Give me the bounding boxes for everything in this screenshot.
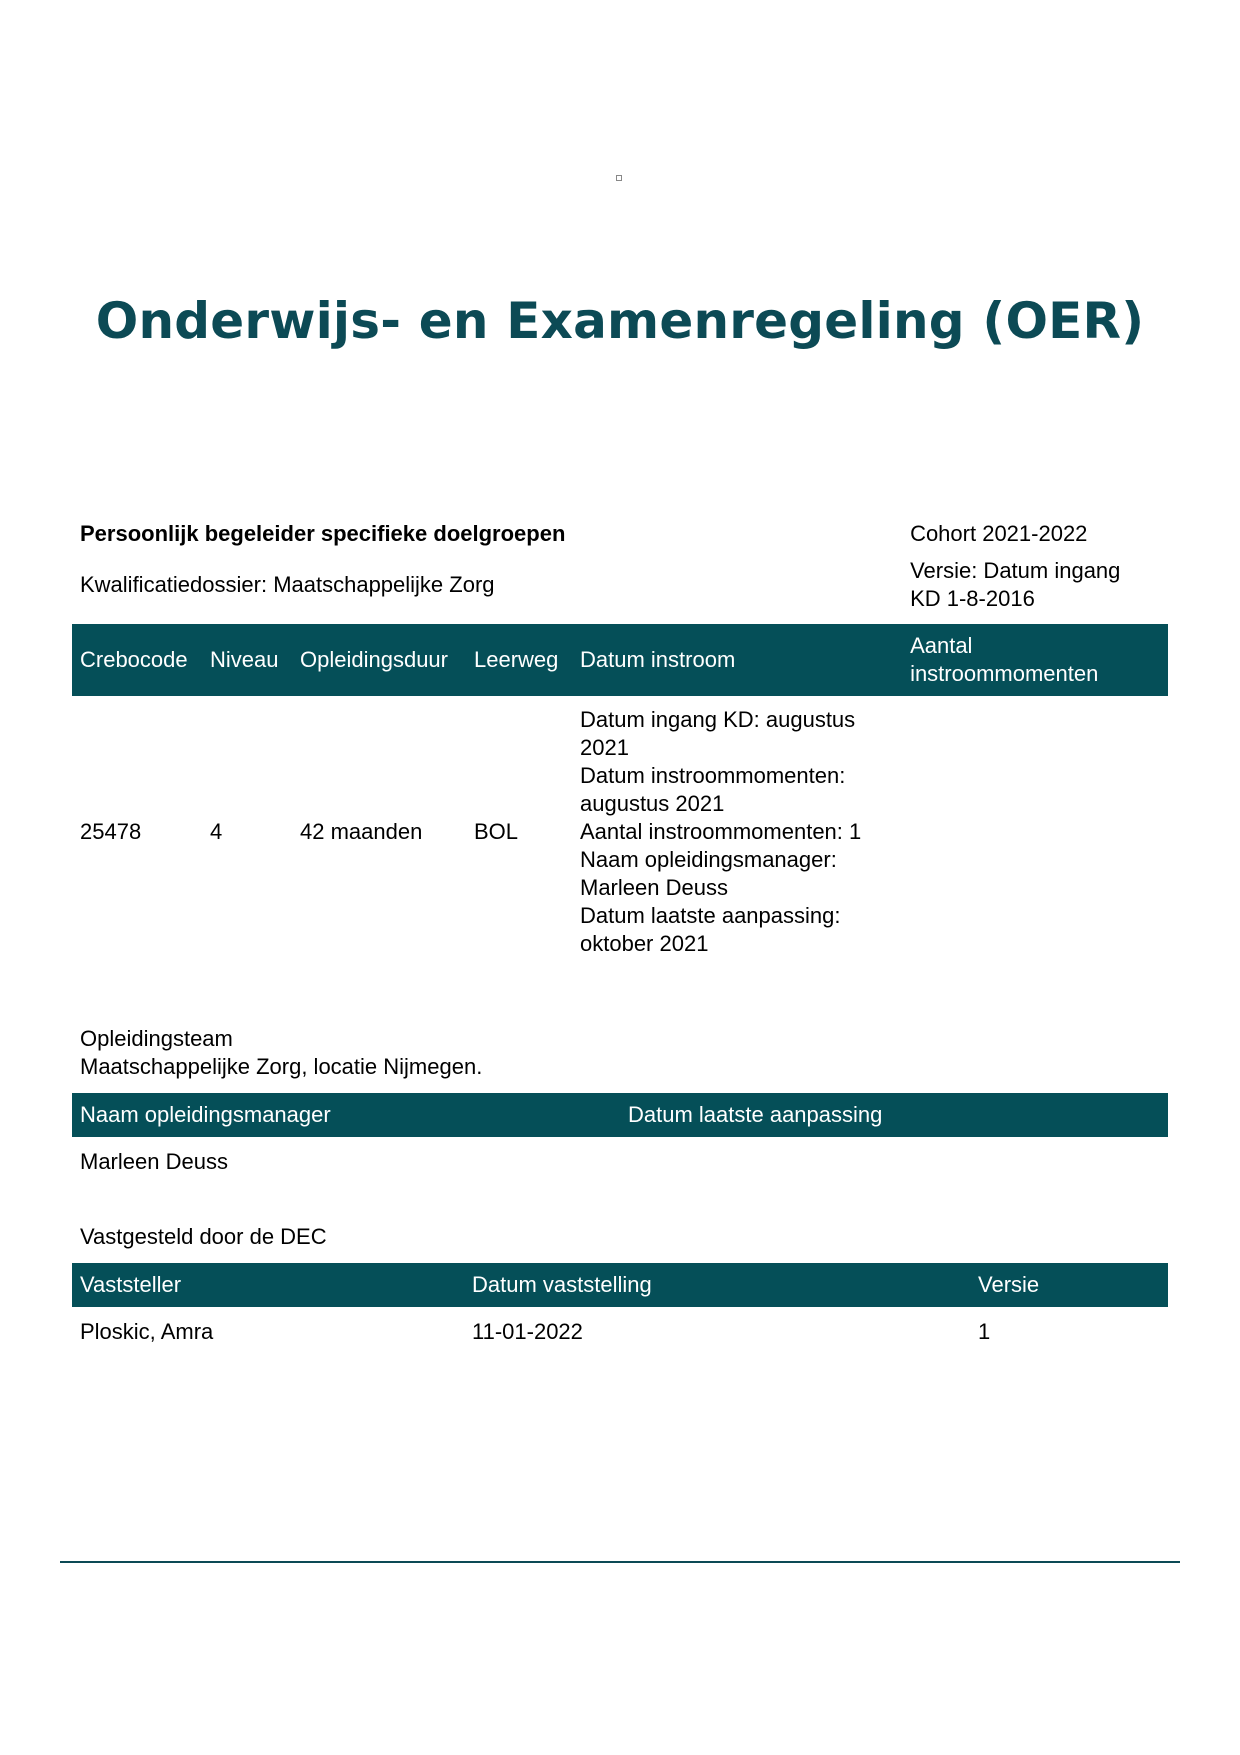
instroom-line: 2021 bbox=[580, 735, 629, 760]
footer-divider bbox=[60, 1561, 1180, 1563]
instroom-line: Naam opleidingsmanager: bbox=[580, 847, 837, 872]
instroom-line: oktober 2021 bbox=[580, 931, 709, 956]
header-aantal-line-1: Aantal bbox=[910, 633, 973, 658]
program-name: Persoonlijk begeleider specifieke doelgroepen bbox=[80, 521, 566, 546]
cell-aantal-instroommomenten bbox=[902, 696, 1168, 968]
version-info bbox=[902, 554, 1168, 616]
instroom-line: Datum laatste aanpassing: bbox=[580, 903, 841, 928]
instroom-line: Datum ingang KD: augustus bbox=[580, 707, 856, 732]
header-leerweg: Leerweg bbox=[466, 624, 572, 696]
cell-datum-vaststelling: 11-01-2022 bbox=[472, 1319, 583, 1344]
table-row bbox=[72, 1307, 1168, 1357]
dec-label: Vastgesteld door de DEC bbox=[80, 1224, 327, 1249]
header-crebocode: Crebocode bbox=[72, 624, 202, 696]
spacer bbox=[72, 616, 1168, 624]
table-row bbox=[72, 696, 1168, 968]
cell-manager-name: Marleen Deuss bbox=[80, 1149, 228, 1174]
header-datum-instroom: Datum instroom bbox=[572, 624, 902, 696]
header-versie: Versie bbox=[970, 1263, 1168, 1307]
team-line-2: Maatschappelijke Zorg, locatie Nijmegen. bbox=[80, 1054, 483, 1079]
dec-table bbox=[72, 1263, 1168, 1357]
qualification-dossier: Kwalificatiedossier: Maatschappelijke Zorg bbox=[80, 572, 495, 597]
header-datum-laatste-aanpassing: Datum laatste aanpassing bbox=[620, 1093, 1168, 1137]
version-line-2: KD 1-8-2016 bbox=[910, 586, 1035, 611]
program-info-block bbox=[72, 514, 1168, 968]
cell-last-modified bbox=[620, 1137, 1168, 1187]
page-marker bbox=[616, 175, 622, 181]
instroom-line: augustus 2021 bbox=[580, 791, 725, 816]
header-naam-opleidingsmanager: Naam opleidingsmanager bbox=[72, 1093, 620, 1137]
cell-versie: 1 bbox=[978, 1319, 991, 1344]
instroom-line: Marleen Deuss bbox=[580, 875, 728, 900]
header-opleidingsduur: Opleidingsduur bbox=[292, 624, 466, 696]
program-table bbox=[72, 514, 1168, 968]
header-vaststeller: Vaststeller bbox=[72, 1263, 464, 1307]
cell-vaststeller: Ploskic, Amra bbox=[80, 1319, 214, 1344]
cell-niveau: 4 bbox=[210, 819, 223, 844]
cell-crebocode: 25478 bbox=[80, 819, 142, 844]
table-header-row bbox=[72, 1093, 1168, 1137]
instroom-line: Aantal instroommomenten: 1 bbox=[580, 819, 862, 844]
table-header-row bbox=[72, 1263, 1168, 1307]
cell-opleidingsduur: 42 maanden bbox=[300, 819, 423, 844]
table-row bbox=[72, 1137, 1168, 1187]
header-datum-vaststelling: Datum vaststelling bbox=[464, 1263, 970, 1307]
cell-leerweg: BOL bbox=[474, 819, 519, 844]
header-aantal-instroommomenten bbox=[902, 624, 1168, 696]
table-header-row bbox=[72, 624, 1168, 696]
manager-block bbox=[72, 1093, 1168, 1187]
dec-block bbox=[72, 1263, 1168, 1357]
dec-label-block bbox=[72, 1223, 1168, 1251]
manager-table bbox=[72, 1093, 1168, 1187]
cell-datum-instroom bbox=[572, 696, 902, 968]
team-block bbox=[72, 1025, 1168, 1081]
header-niveau: Niveau bbox=[202, 624, 292, 696]
document-title: Onderwijs- en Examenregeling (OER) bbox=[95, 291, 1145, 350]
team-line-1: Opleidingsteam bbox=[80, 1026, 233, 1051]
instroom-line: Datum instroommomenten: bbox=[580, 763, 846, 788]
cohort: Cohort 2021-2022 bbox=[910, 521, 1088, 546]
header-aantal-line-2: instroommomenten bbox=[910, 661, 1099, 686]
version-line-1: Versie: Datum ingang bbox=[910, 558, 1121, 583]
